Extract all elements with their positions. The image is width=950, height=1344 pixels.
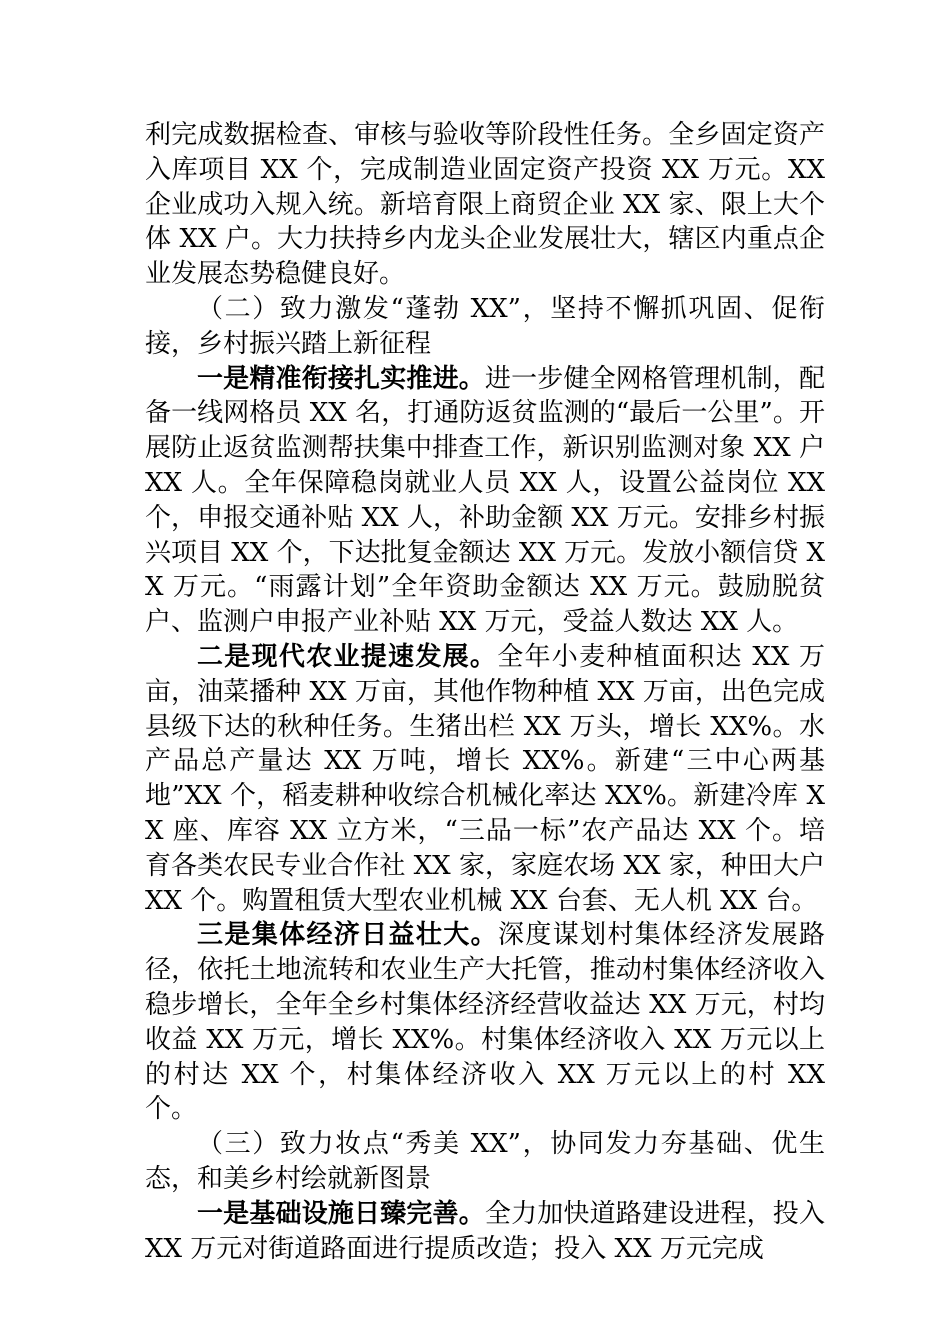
section-heading-beautiful-village — [145, 1127, 825, 1197]
document-body — [145, 118, 825, 1266]
section-heading-text: （二）致力激发“蓬勃 XX”，坚持不懈抓巩固、促衔接，乡村振兴踏上新征程 — [145, 293, 825, 359]
paragraph-text: 深度谋划村集体经济发展路径，依托土地流转和农业生产大托管，推动村集体经济收入稳步增长，全年全乡村集体经济经营收益达 XX 万元，村均收益 XX 万元，增长 XX%。村集体经济收入 XX 万元以上的村达 XX 个，村集体经济收入 XX 万元以上的村 XX 个。 — [145, 920, 825, 1125]
paragraph-text: 全力加快道路建设进程，投入 XX 万元对街道路面进行提质改造；投入 XX 万元完成 — [145, 1198, 825, 1264]
paragraph-text: 全年小麦种植面积达 XX 万亩，油菜播种 XX 万亩，其他作物种植 XX 万亩，出色完成县级下达的秋种任务。生猪出栏 XX 万头，增长 XX%。水产品总产量达 XX 万吨，增长 XX%。新建“三中心两基地”XX 个，稻麦耕种收综合机械化率达 XX%。新建冷库 XX 座、库容 XX 立方米，“三品一标”农产品达 XX 个。培育各类农民专业合作社 XX 家，家庭农场 XX 家，种田大户 XX 个。购置租赁大型农业机械 XX 台套、无人机 XX 台。 — [145, 641, 825, 916]
paragraph-collective-economy — [145, 918, 825, 1127]
paragraph-modern-agriculture — [145, 640, 825, 918]
paragraph-text: 进一步健全网格管理机制，配备一线网格员 XX 名，打通防返贫监测的“最后一公里”。开展防止返贫监测帮扶集中排查工作，新识别监测对象 XX 户 XX 人。全年保障稳岗就业人员 XX 人，设置公益岗位 XX 个，申报交通补贴 XX 人，补助金额 XX 万元。安排乡村振兴项目 XX 个，下达批复金额达 XX 万元。发放小额信贷 XX 万元。“雨露计划”全年资助金额达 XX 万元。鼓励脱贫户、监测户申报产业补贴 XX 万元，受益人数达 XX 人。 — [145, 363, 825, 638]
paragraph-infrastructure — [145, 1197, 825, 1267]
paragraph-precise-connection — [145, 362, 825, 640]
paragraph-lead: 三是集体经济日益壮大。 — [197, 920, 498, 951]
section-heading-rural-revitalization — [145, 292, 825, 362]
paragraph-lead: 一是精准衔接扎实推进。 — [197, 363, 485, 394]
paragraph-text: 利完成数据检查、审核与验收等阶段性任务。全乡固定资产入库项目 XX 个，完成制造业固定资产投资 XX 万元。XX 企业成功入规入统。新培育限上商贸企业 XX 家、限上大个体 XX 户。大力扶持乡内龙头企业发展壮大，辖区内重点企业发展态势稳健良好。 — [145, 120, 825, 290]
section-heading-text: （三）致力妆点“秀美 XX”，协同发力夯基础、优生态，和美乡村绘就新图景 — [145, 1129, 825, 1194]
paragraph-lead: 二是现代农业提速发展。 — [197, 641, 498, 672]
paragraph-continued-assets — [145, 118, 825, 292]
paragraph-lead: 一是基础设施日臻完善。 — [197, 1198, 485, 1229]
